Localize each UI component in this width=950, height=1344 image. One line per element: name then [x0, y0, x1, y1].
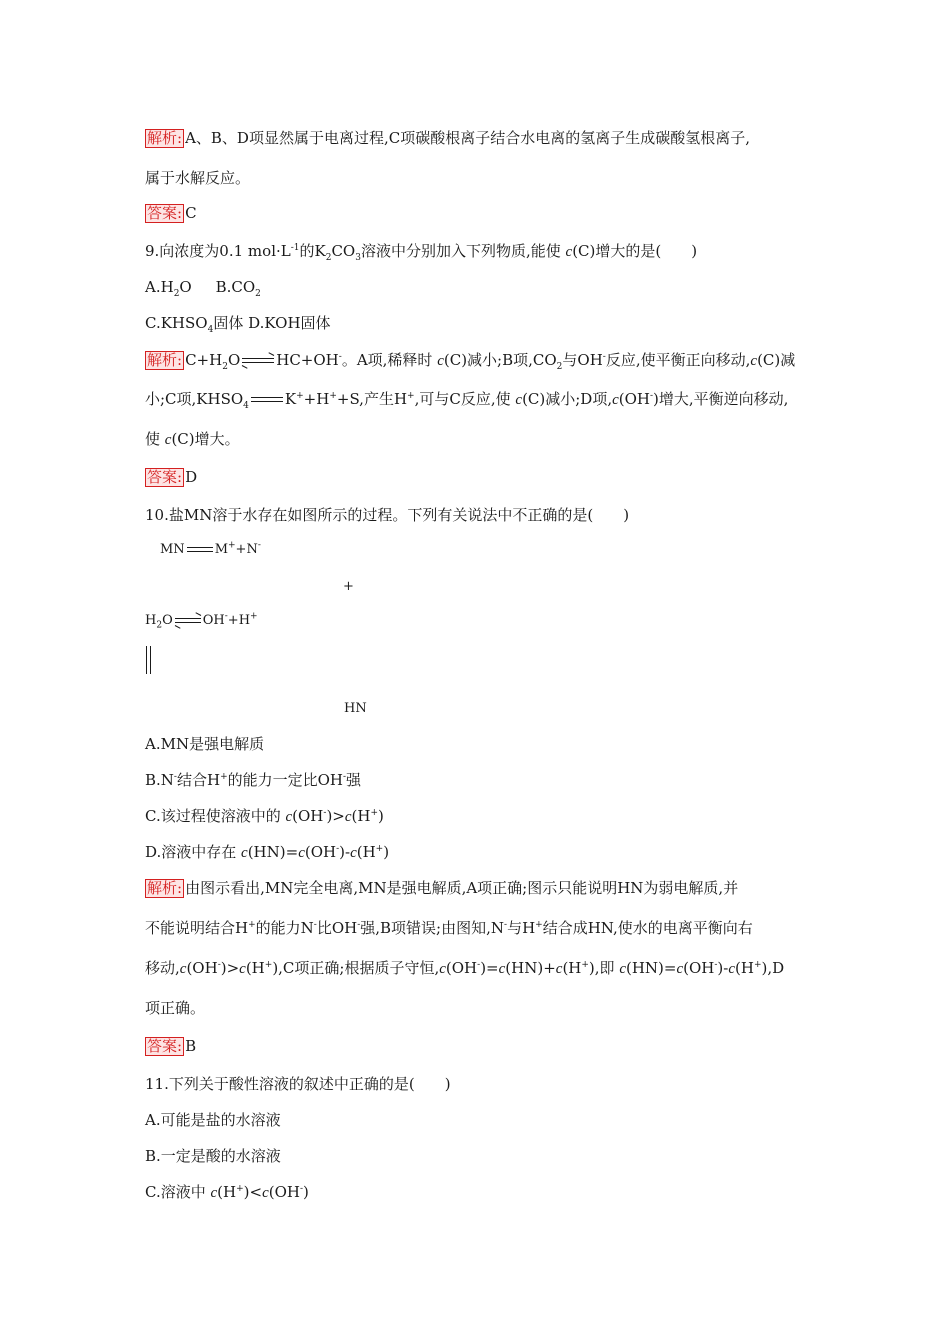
q10-analysis-line-1: 解析: 由图示看出,MN完全电离,MN是强电解质,A项正确;图示只能说明HN为弱电解质,并 [147, 879, 739, 897]
q9-options-cd [145, 313, 331, 333]
q11-option-b: B.一定是酸的水溶液 [145, 1147, 281, 1165]
equals-arrow-icon [185, 545, 215, 555]
equals-arrow-icon [249, 395, 285, 405]
q10-analysis-line-4: 项正确。 [145, 999, 206, 1017]
analysis-label: 解析: [147, 129, 183, 147]
q8-analysis-line-2: 属于水解反应。 [145, 169, 251, 187]
q11-option-a: A.可能是盐的水溶液 [145, 1111, 281, 1129]
answer-label: 答案: [147, 204, 183, 222]
q10-option-d: D.溶液中存在 c(HN)=c(OH-)-c(H+) [145, 843, 390, 861]
q10-option-c: C.该过程使溶液中的 c(OH-)>c(H+) [145, 807, 384, 825]
diagram-plus: + [343, 579, 354, 594]
q9-analysis-line-1: 解析: $C+H_2O$ HC+OH-。A项,稀释时 c(C)减小;B项$,CO_2$与OH-反应,使平衡正向移动,c(C)减 [147, 351, 796, 372]
q10-analysis-line-2: 不能说明结合H+的能力N-比OH-强,B项错误;由图知,N-与H+结合成HN,使水的电离平衡向右 [145, 919, 753, 937]
q8-analysis-line-1: 解析: A、B、D项显然属于电离过程,C项碳酸根离子结合水电离的氢离子生成碳酸氢根离子, [147, 129, 750, 147]
q9-analysis-line-3: 使 c(C)增大。 [145, 430, 240, 448]
q10-analysis-line-3: 移动,c(OH-)>c(H+),C项正确;根据质子守恒,c(OH-)=c(HN)+c(H+),即 c(HN)=c(OH-)-c(H+),D [145, 959, 785, 977]
answer-label: 答案: [147, 1037, 183, 1055]
q10-stem: 10.盐MN溶于水存在如图所示的过程。下列有关说法中不正确的是( ) [145, 506, 630, 524]
q9-analysis-line-2: 小;C项$,KHSO_4$ K++H++S,产生H+,可与C反应,使 c(C)减小;D项,c(OH-)增大,平衡逆向移动, [145, 390, 789, 411]
answer-label: 答案: [147, 468, 183, 486]
q9-option-b: $B.CO_2$ [215, 278, 261, 299]
diagram-water-ionization: $H_2O$ OH-+H+ [145, 611, 258, 631]
q9-stem: 9.向浓度为0.1 $mol\cdot L^{-1}$的$K_2CO_3$溶液中分别加入下列物质,能使 c(C)增大的是( ) [145, 242, 698, 263]
q10-option-a: A.MN是强电解质 [145, 735, 265, 753]
analysis-label: 解析: [147, 351, 183, 369]
q9-answer: 答案: D [147, 468, 198, 486]
q9-options-ab [145, 277, 261, 297]
diagram-mn-dissociation: MN M++N- [160, 540, 261, 557]
analysis-label: 解析: [147, 879, 183, 897]
q10-option-b: B.N-结合H+的能力一定比OH-强 [145, 771, 362, 789]
q11-stem: 11.下列关于酸性溶液的叙述中正确的是( ) [145, 1075, 451, 1093]
q11-option-c: C.溶液中 c(H+)<c(OH-) [145, 1183, 309, 1201]
q9-option-c: $C.KHSO_4$固体 [145, 314, 244, 335]
q9-option-a: $A.H_2O$ [145, 278, 192, 299]
q9-option-d: D.KOH固体 [248, 314, 331, 332]
equilibrium-arrow-icon [240, 356, 276, 366]
vertical-equilibrium-arrow-icon [146, 646, 152, 674]
diagram-hn: HN [344, 701, 367, 716]
equilibrium-arrow-icon [173, 616, 203, 626]
q10-answer: 答案: B [147, 1037, 197, 1055]
q8-answer: 答案: C [147, 204, 197, 222]
